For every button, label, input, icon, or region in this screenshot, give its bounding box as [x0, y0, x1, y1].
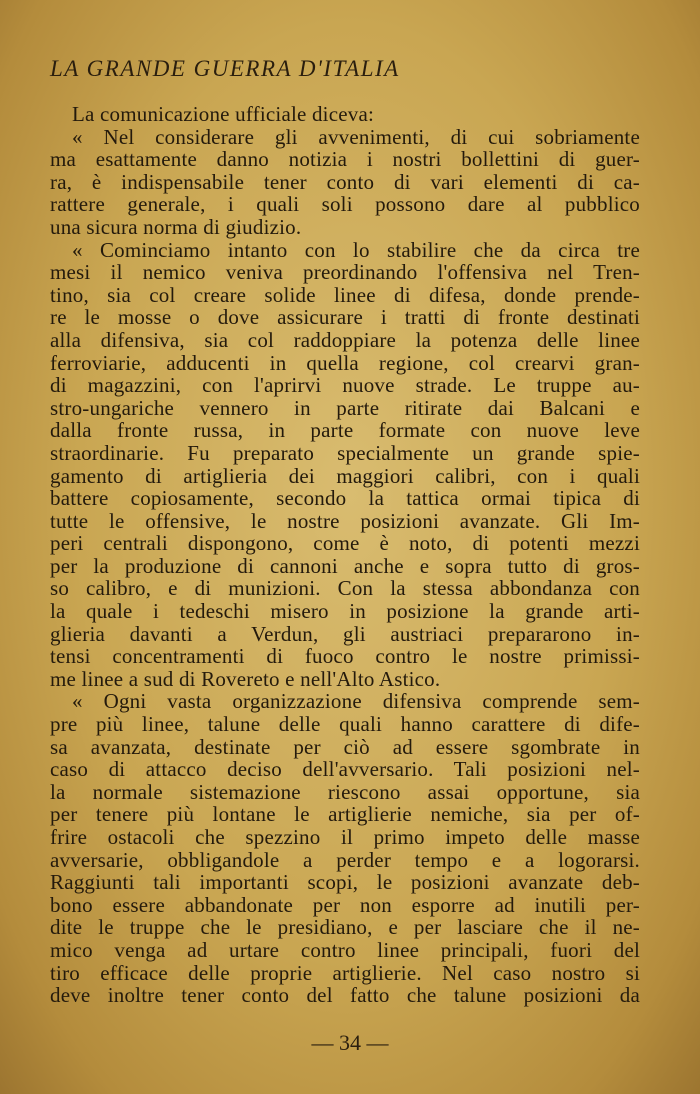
text-line: gamento di artiglieria dei maggiori calibri, con i quali: [50, 463, 640, 488]
text-line: La comunicazione ufficiale diceva:: [72, 102, 375, 126]
page-number: — 34 —: [311, 1030, 389, 1055]
text-line: per tenere più lontane le artiglierie nemiche, sia per of-: [50, 802, 640, 827]
body-text: [50, 103, 640, 1007]
text-line: la normale sistemazione riescono assai opportune, sia: [50, 779, 640, 804]
text-line: rattere generale, i quali soli possono dare al pubblico: [50, 192, 640, 217]
text-line: una sicura norma di giudizio.: [50, 214, 302, 239]
text-line: peri centrali dispongono, come è noto, di potenti mezzi: [50, 531, 640, 556]
text-line: ra, è indispensabile tener conto di vari elementi di ca-: [50, 169, 640, 194]
text-line: « Ogni vasta organizzazione difensiva comprende sem-: [72, 689, 640, 714]
text-line: di magazzini, con l'aprirvi nuove strade. Le truppe au-: [50, 373, 640, 398]
text-line: me linee a sud di Rovereto e nell'Alto Astico.: [50, 666, 441, 691]
text-line: « Cominciamo intanto con lo stabilire che da circa tre: [72, 237, 640, 262]
text-line: avversarie, obbligandole a perder tempo e a logorarsi.: [50, 847, 640, 872]
running-head: LA GRANDE GUERRA D'ITALIA: [50, 56, 400, 81]
text-line: battere copiosamente, secondo la tattica ormai tipica di: [50, 486, 640, 511]
text-line: tiro efficace delle proprie artiglierie. Nel caso nostro si: [50, 960, 640, 985]
text-line: sa avanzata, destinate per ciò ad essere sgombrate in: [50, 734, 640, 759]
text-line: mesi il nemico veniva preordinando l'offensiva nel Tren-: [50, 260, 640, 285]
text-line: la quale i tedeschi misero in posizione la grande arti-: [50, 599, 640, 624]
text-line: pre più linee, talune delle quali hanno carattere di dife-: [50, 712, 640, 737]
text-line: deve inoltre tener conto del fatto che talune posizioni da: [50, 983, 640, 1008]
text-line: dite le truppe che le presidiano, e per lasciare che il ne-: [50, 915, 640, 940]
text-line: per la produzione di cannoni anche e sopra tutto di gros-: [50, 553, 640, 578]
text-line: ferroviarie, adducenti in quella regione, col crearvi gran-: [50, 350, 640, 375]
text-line: straordinarie. Fu preparato specialmente un grande spie-: [50, 440, 640, 465]
text-line: stro-ungariche vennero in parte ritirate dai Balcani e: [50, 395, 640, 420]
text-line: dalla fronte russa, in parte formate con nuove leve: [50, 418, 640, 443]
text-line: re le mosse o dove assicurare i tratti di fronte destinati: [50, 305, 640, 330]
text-line: glieria davanti a Verdun, gli austriaci prepararono in-: [50, 621, 640, 646]
text-line: « Nel considerare gli avvenimenti, di cui sobriamente: [72, 124, 640, 149]
text-line: tino, sia col creare solide linee di difesa, donde prende-: [50, 282, 640, 307]
text-line: tensi concentramenti di fuoco contro le nostre primissi-: [50, 644, 640, 669]
text-line: alla difensiva, sia col raddoppiare la potenza delle linee: [50, 327, 640, 352]
text-line: Raggiunti tali importanti scopi, le posizioni avanzate deb-: [50, 870, 640, 895]
text-line: so calibro, e di munizioni. Con la stessa abbondanza con: [50, 576, 640, 601]
text-line: caso di attacco deciso dell'avversario. Tali posizioni nel-: [50, 757, 640, 782]
text-line: frire ostacoli che spezzino il primo impeto delle masse: [50, 825, 640, 849]
text-line: mico venga ad urtare contro linee principali, fuori del: [50, 937, 640, 962]
text-line: bono essere abbandonate per non esporre ad inutili per-: [50, 892, 640, 917]
text-line: tutte le offensive, le nostre posizioni avanzate. Gli Im-: [50, 508, 640, 533]
text-line: ma esattamente danno notizia i nostri bollettini di guer-: [50, 147, 640, 172]
